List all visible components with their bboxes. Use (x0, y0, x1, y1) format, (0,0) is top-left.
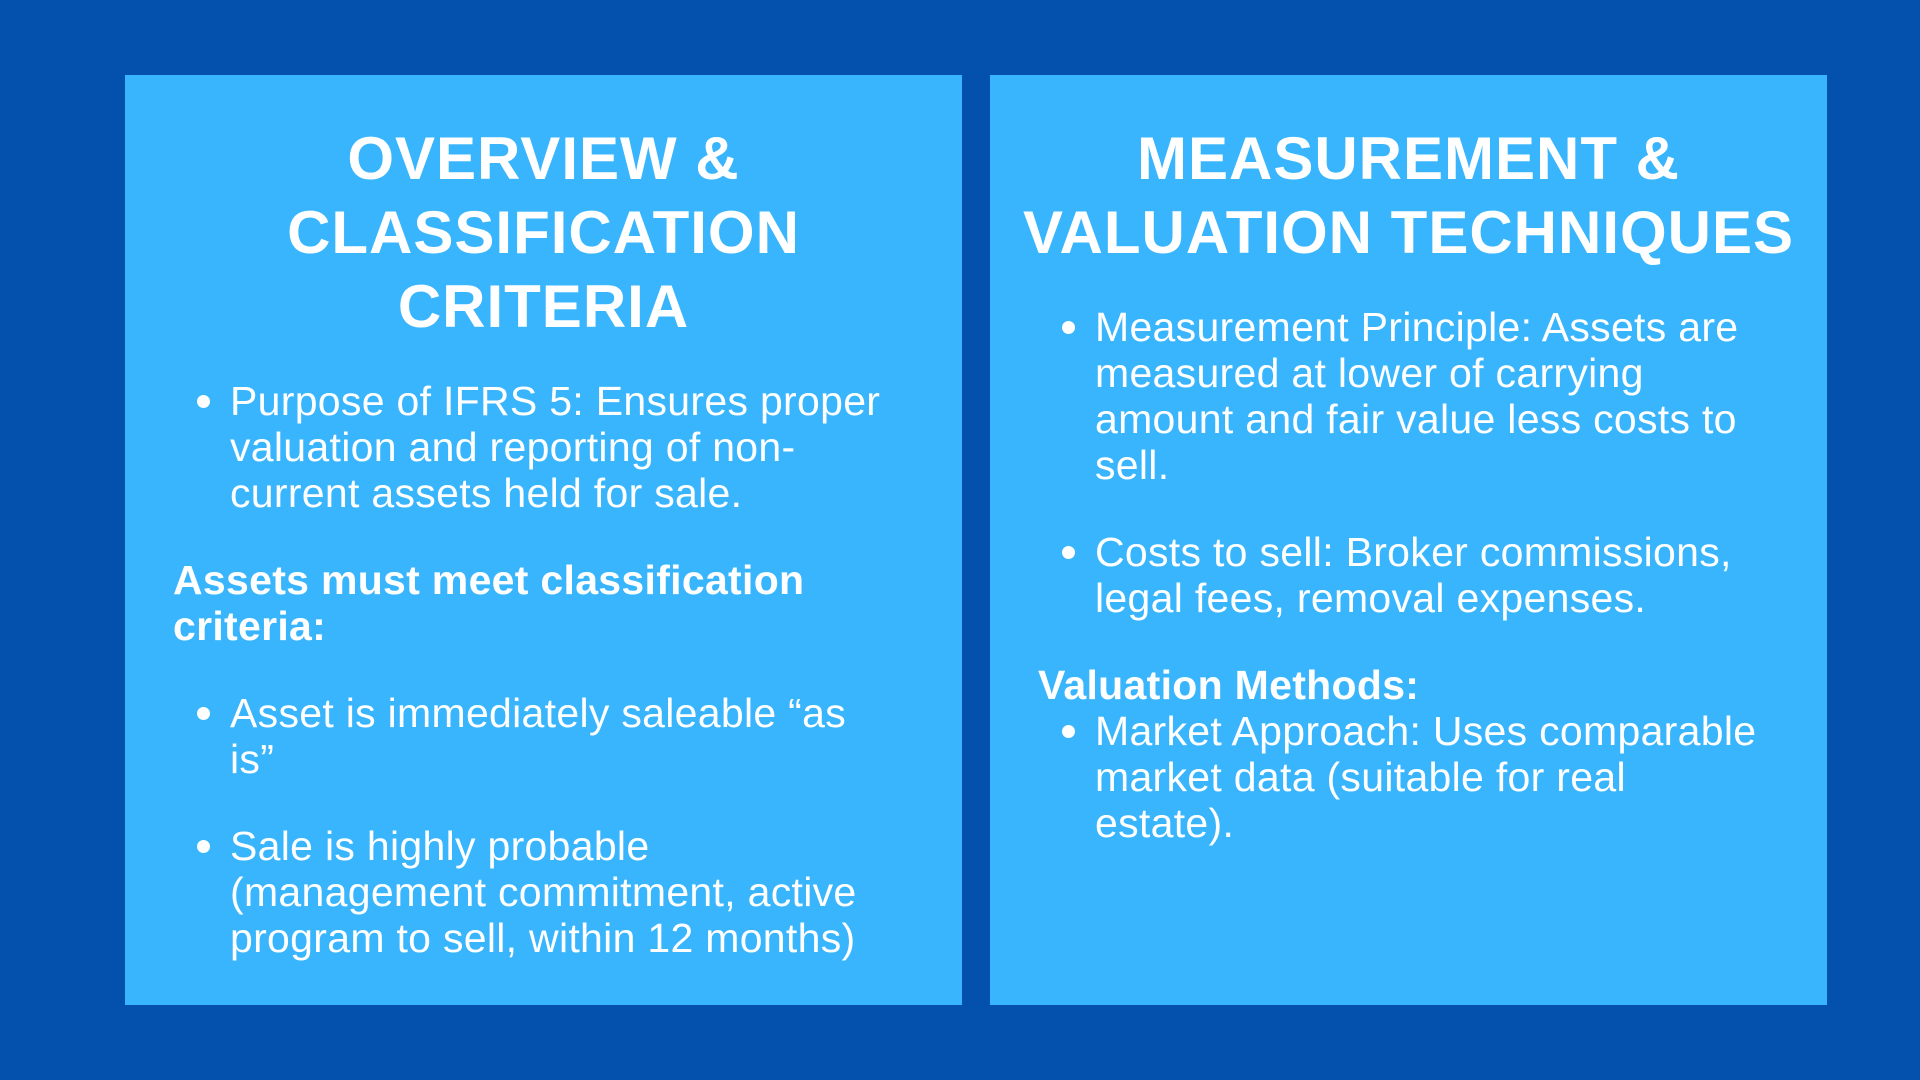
card-measurement-valuation (990, 75, 1827, 1005)
measurement-card-title: MEASUREMENT & VALUATION TECHNIQUES (1022, 125, 1795, 266)
bullet-market-approach: Market Approach: Uses comparable market data (suitable for real estate). (1095, 708, 1765, 846)
valuation-methods-heading: Valuation Methods: (1038, 662, 1420, 708)
bullet-costs-to-sell: Costs to sell: Broker commissions, legal fees, removal expenses. (1095, 529, 1765, 621)
bullet-asset-saleable: Asset is immediately saleable “as is” (230, 690, 900, 782)
overview-card-body (125, 378, 962, 961)
measurement-card-body (990, 304, 1827, 846)
bullet-sale-probable: Sale is highly probable (management commitment, active program to sell, within 12 months) (230, 823, 900, 961)
purpose-bullet-list (173, 378, 900, 516)
overview-card-title: OVERVIEW & CLASSIFICATION CRITERIA (287, 125, 800, 340)
bullet-measurement-principle: Measurement Principle: Assets are measured at lower of carrying amount and fair value less costs to sell. (1095, 304, 1765, 488)
valuation-method-bullet-list (1038, 708, 1765, 846)
card-overview-classification (125, 75, 962, 1005)
measurement-bullet-list (1038, 304, 1765, 621)
classification-criteria-heading: Assets must meet classification criteria: (173, 557, 805, 649)
bullet-purpose-ifrs5: Purpose of IFRS 5: Ensures proper valuation and reporting of non-current assets held for sale. (230, 378, 900, 516)
criteria-bullet-list (173, 690, 900, 961)
